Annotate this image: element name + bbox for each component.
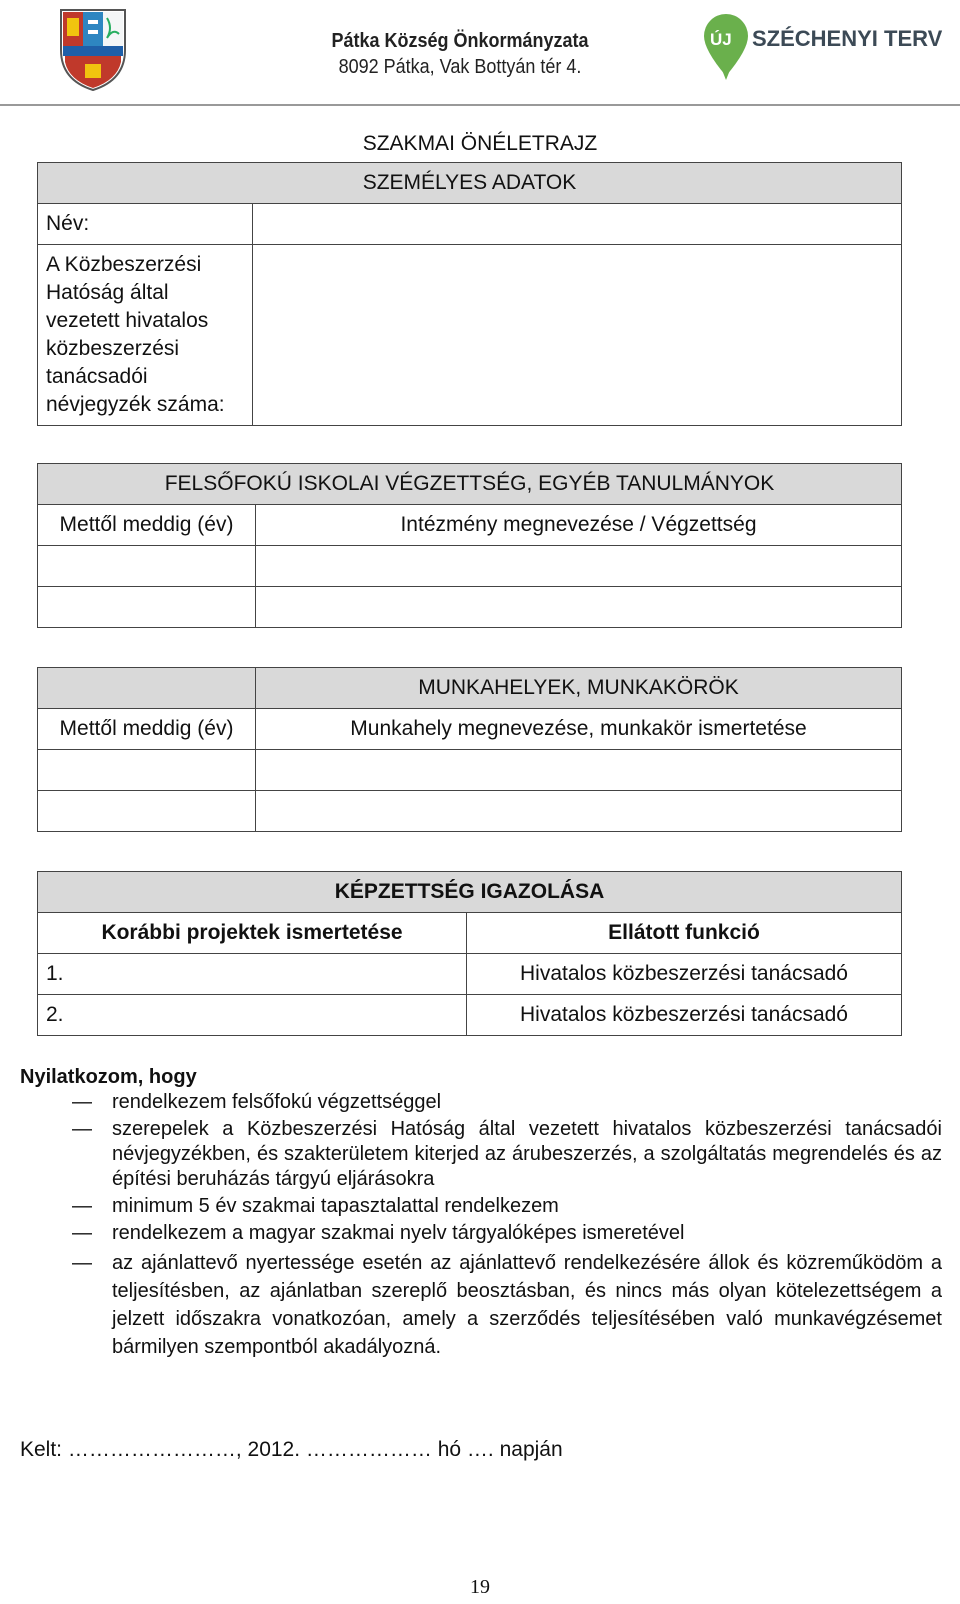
declaration-list (72, 1090, 942, 1361)
document-title: SZAKMAI ÖNÉLETRAJZ (362, 132, 598, 155)
qualification-col-projects: Korábbi projektek ismertetése (38, 913, 467, 954)
qualification-row-function: Hivatalos közbeszerzési tanácsadó (467, 954, 902, 995)
work-cell[interactable] (38, 791, 256, 832)
organization-name: Pátka Község Önkormányzata (331, 30, 589, 52)
registry-number-label: A Közbeszerzési Hatóság által vezetett hivatalos közbeszerzési tanácsadói névjegyzék száma: (38, 245, 253, 426)
work-cell[interactable] (256, 750, 902, 791)
declaration-item (72, 1117, 942, 1192)
organization-header (300, 28, 620, 80)
registry-number-value[interactable] (253, 245, 902, 426)
declaration-text: szerepelek a Közbeszerzési Hatóság által vezetett hivatalos közbeszerzési tanácsadói névjegyzékben, és szakterületem kiterjed az árubeszerzés, a szolgáltatás megrendelés és az építési beruházás tárgyú eljárásokra (112, 1118, 942, 1190)
name-label: Név: (38, 204, 253, 245)
declaration-text: rendelkezem felsőfokú végzettséggel (112, 1091, 442, 1113)
work-cell[interactable] (256, 791, 902, 832)
declaration-item (72, 1194, 942, 1219)
qualification-row-function: Hivatalos közbeszerzési tanácsadó (467, 995, 902, 1036)
declaration-text: rendelkezem a magyar szakmai nyelv tárgyalóképes ismeretével (112, 1222, 685, 1244)
dash-bullet: — (72, 1222, 92, 1244)
page-number: 19 (470, 1576, 490, 1598)
work-table (37, 667, 902, 832)
qualification-col-function: Ellátott funkció (467, 913, 902, 954)
education-cell[interactable] (256, 546, 902, 587)
education-cell[interactable] (38, 546, 256, 587)
education-heading: FELSŐFOKÚ ISKOLAI VÉGZETTSÉG, EGYÉB TANULMÁNYOK (38, 464, 902, 505)
work-col-workplace: Munkahely megnevezése, munkakör ismertetése (256, 709, 902, 750)
declaration-intro: Nyilatkozom, hogy (20, 1066, 197, 1088)
declaration-item (72, 1249, 942, 1361)
personal-data-heading: SZEMÉLYES ADATOK (38, 163, 902, 204)
header-divider (0, 104, 960, 106)
dash-bullet: — (72, 1118, 92, 1140)
work-col-period: Mettől meddig (év) (38, 709, 256, 750)
declaration-item (72, 1221, 942, 1246)
education-col-period: Mettől meddig (év) (38, 505, 256, 546)
declaration-text: az ajánlattevő nyertessége esetén az ajánlattevő rendelkezésére állok és közreműködöm a teljesítésben, az ajánlatban szereplő beosztásban, és nincs más olyan kötelezettségem a jelzett időszakra vonatkozóan, amely a szerződés teljesítésében való munkavégzésemet bármilyen szempontból akadályozná. (112, 1252, 942, 1358)
education-table (37, 463, 902, 628)
szechenyi-terv-logo (700, 8, 943, 88)
education-cell[interactable] (38, 587, 256, 628)
logo-prefix: ÚJ (710, 30, 732, 49)
signature-date-line: Kelt: ……………………, 2012. ……………… hó …. napján (20, 1438, 563, 1461)
qualification-row-number: 1. (38, 954, 467, 995)
coat-of-arms-icon (57, 6, 129, 92)
declaration-item (72, 1090, 942, 1115)
organization-address: 8092 Pátka, Vak Bottyán tér 4. (338, 56, 582, 78)
dash-bullet: — (72, 1195, 92, 1217)
qualification-row-number: 2. (38, 995, 467, 1036)
qualification-table (37, 871, 902, 1036)
work-heading: MUNKAHELYEK, MUNKAKÖRÖK (256, 668, 902, 709)
dash-bullet: — (72, 1091, 92, 1113)
work-heading-left (38, 668, 256, 709)
dash-bullet: — (72, 1252, 92, 1274)
education-cell[interactable] (256, 587, 902, 628)
personal-data-table (37, 162, 902, 426)
name-value[interactable] (253, 204, 902, 245)
work-cell[interactable] (38, 750, 256, 791)
declaration-text: minimum 5 év szakmai tapasztalattal rendelkezem (112, 1195, 559, 1217)
logo-text: SZÉCHENYI TERV (752, 26, 943, 51)
qualification-heading: KÉPZETTSÉG IGAZOLÁSA (38, 872, 902, 913)
education-col-institution: Intézmény megnevezése / Végzettség (256, 505, 902, 546)
